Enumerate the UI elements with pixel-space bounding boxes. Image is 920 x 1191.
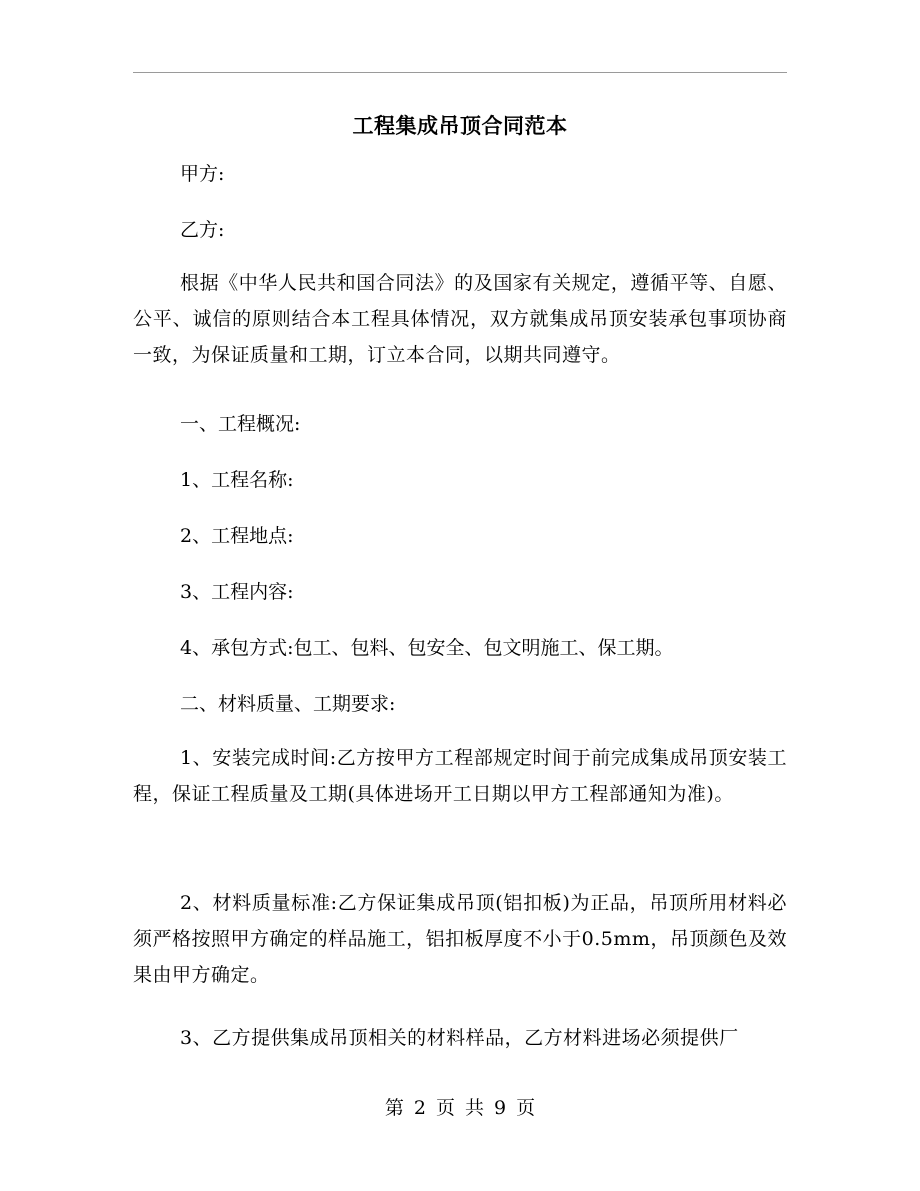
- section-2-item: 2、材料质量标准:乙方保证集成吊顶(铝扣板)为正品，吊顶所用材料必须严格按照甲方确定的样品施工，铝扣板厚度不小于0.5mm，吊顶颜色及效果由甲方确定。: [133, 892, 787, 986]
- intro-paragraph: 根据《中华人民共和国合同法》的及国家有关规定，遵循平等、自愿、公平、诚信的原则结合本工程具体情况，双方就集成吊顶安装承包事项协商一致，为保证质量和工期，订立本合同，以期共同遵守。: [133, 272, 787, 366]
- section-2-heading: 二、材料质量、工期要求:: [180, 693, 396, 715]
- section-1-item: 2、工程地点:: [180, 525, 294, 547]
- party-a-label: 甲方:: [180, 163, 225, 185]
- section-2-item: 3、乙方提供集成吊顶相关的材料样品，乙方材料进场必须提供厂: [180, 1027, 739, 1049]
- section-1-item: 4、承包方式:包工、包料、包安全、包文明施工、保工期。: [180, 637, 674, 659]
- section-2-item: 1、安装完成时间:乙方按甲方工程部规定时间于前完成集成吊顶安装工程，保证工程质量及工期(具体进场开工日期以甲方工程部通知为准)。: [133, 747, 787, 805]
- header-rule: [133, 72, 787, 73]
- party-b-label: 乙方:: [180, 219, 225, 241]
- section-1-heading: 一、工程概况:: [180, 413, 301, 435]
- document-title: 工程集成吊顶合同范本: [352, 113, 568, 138]
- section-1-item: 3、工程内容:: [180, 581, 294, 603]
- section-1-item: 1、工程名称:: [180, 469, 294, 491]
- page-number: 第 2 页 共 9 页: [384, 1097, 536, 1119]
